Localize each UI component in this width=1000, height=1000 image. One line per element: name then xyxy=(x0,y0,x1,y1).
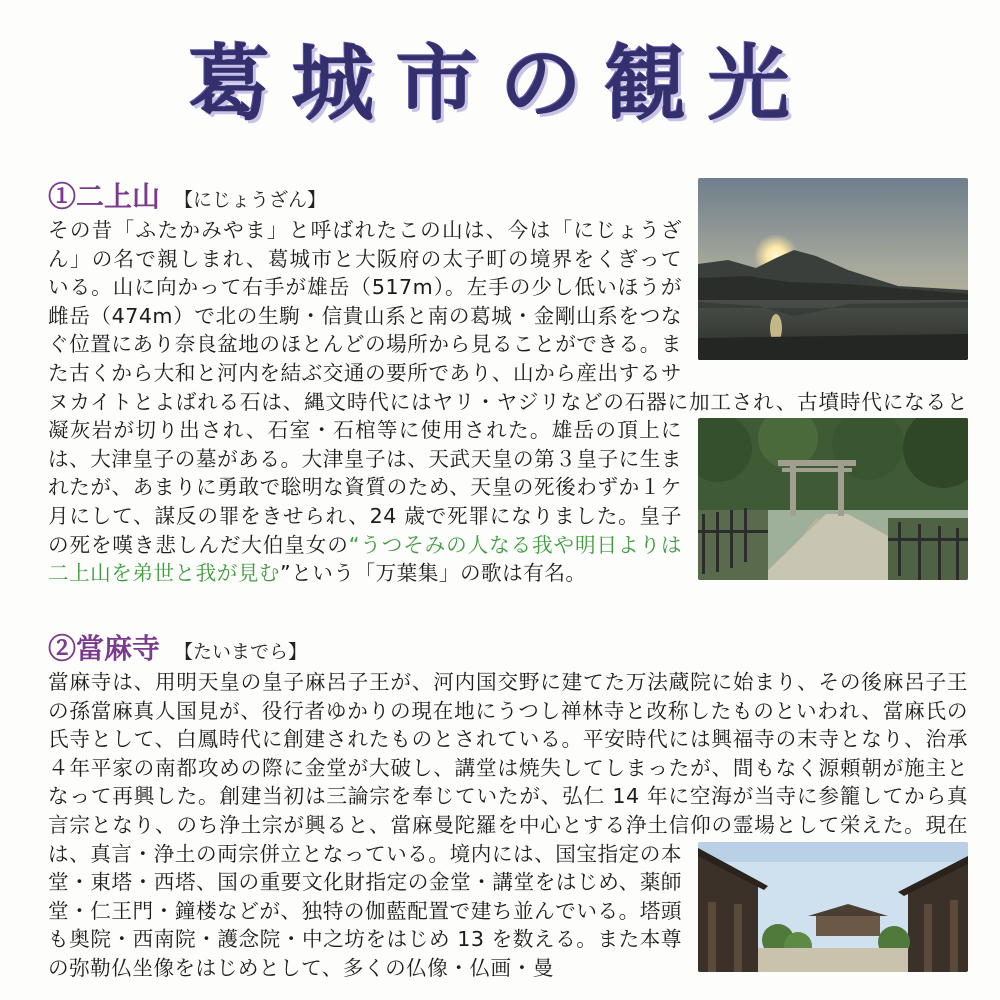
manyoshu-poem: うつそみの人なる我や明日よりは二上山を弟世と我が見む xyxy=(48,532,683,586)
section-text: 境内には、国宝指定の本堂・東塔・西塔、国の重要文化財指定の金堂・講堂をはじめ、薬師堂・仁王門・鐘楼などが、独特の伽藍配置で建ち並んでいる。塔頭も奥院・西南院・護念院・中之坊をはじめ 13 を数える。また本尊の弥勒仏坐像をはじめとして、多くの仏像・仏画・曼 xyxy=(48,841,683,980)
section-title: ②當麻寺 xyxy=(48,632,161,665)
mountain-sunset-photo xyxy=(698,178,968,360)
quote-close: ” xyxy=(280,561,292,586)
section-body xyxy=(48,216,968,588)
section-reading: 【にじょうざん】 xyxy=(174,189,327,211)
section-nijozan xyxy=(48,178,968,588)
page-title: 葛城市の観光 xyxy=(187,37,812,132)
section-reading: 【たいまでら】 xyxy=(174,641,308,663)
mausoleum-gate-photo xyxy=(698,418,968,580)
section-text: 當麻寺は、用明天皇の皇子麻呂子王が、河内国交野に建てた万法蔵院に始まり、その後麻呂子王の孫當麻真人国見が、役行者ゆかりの現在地にうつし禅林寺と改称したものといわれ、當麻氏の氏寺として、白鳳時代に創建されたものとされている。平安時代には興福寺の末寺となり、治承４年平家の南都攻めの際に金堂が大破し、講堂は焼失してしまったが、間もなく源頼朝が施主となって再興した。創建当初は三論宗を奉じていたが、弘仁 14 年に空海が当寺に参籠してから真言宗となり、のち浄土宗が興ると、當麻曼陀羅を中心とする浄土信仰の霊場として栄えた。現在は、真言・浄土の両宗併立となっている。 xyxy=(48,670,968,866)
section-body xyxy=(48,668,968,983)
section-taimadera xyxy=(48,630,968,983)
temple-courtyard-photo xyxy=(698,842,968,972)
section-text: という「万葉集」の歌は有名。 xyxy=(291,561,587,586)
section-title: ①二上山 xyxy=(48,180,161,213)
section-text: 雄岳の頂上には、大津皇子の墓がある。大津皇子は、天武天皇の第３皇子に生まれたが、あまりに勇敢で聡明な資質のため、天皇の死後わずか１ケ月にして、謀反の罪をきせられ、24 歳で死罪になりました。皇子の死を嘆き悲しんだ大伯皇女の xyxy=(48,418,683,557)
section-heading xyxy=(48,630,968,668)
quote-open: “ xyxy=(348,532,360,557)
section-text: その昔「ふたかみやま」と呼ばれたこの山は、今は「にじょうざん」の名で親しまれ、葛城市と大阪府の太子町の境界をくぎっている。山に向かって右手が雄岳（517m）。左手の少し低いほうが雌岳（474m）で北の生駒・信貴山系と南の葛城・金剛山系をつなぐ位置にあり奈良盆地のほとんどの場所から見ることができる。また古くから大和と河内を結ぶ交通の要所であり、山から産出するサヌカイトとよばれる石は、縄文時代にはヤリ・ヤジリなどの石器に加工され、古墳時代になると凝灰岩が切り出され、石室・石棺等に使用された。 xyxy=(48,218,968,443)
